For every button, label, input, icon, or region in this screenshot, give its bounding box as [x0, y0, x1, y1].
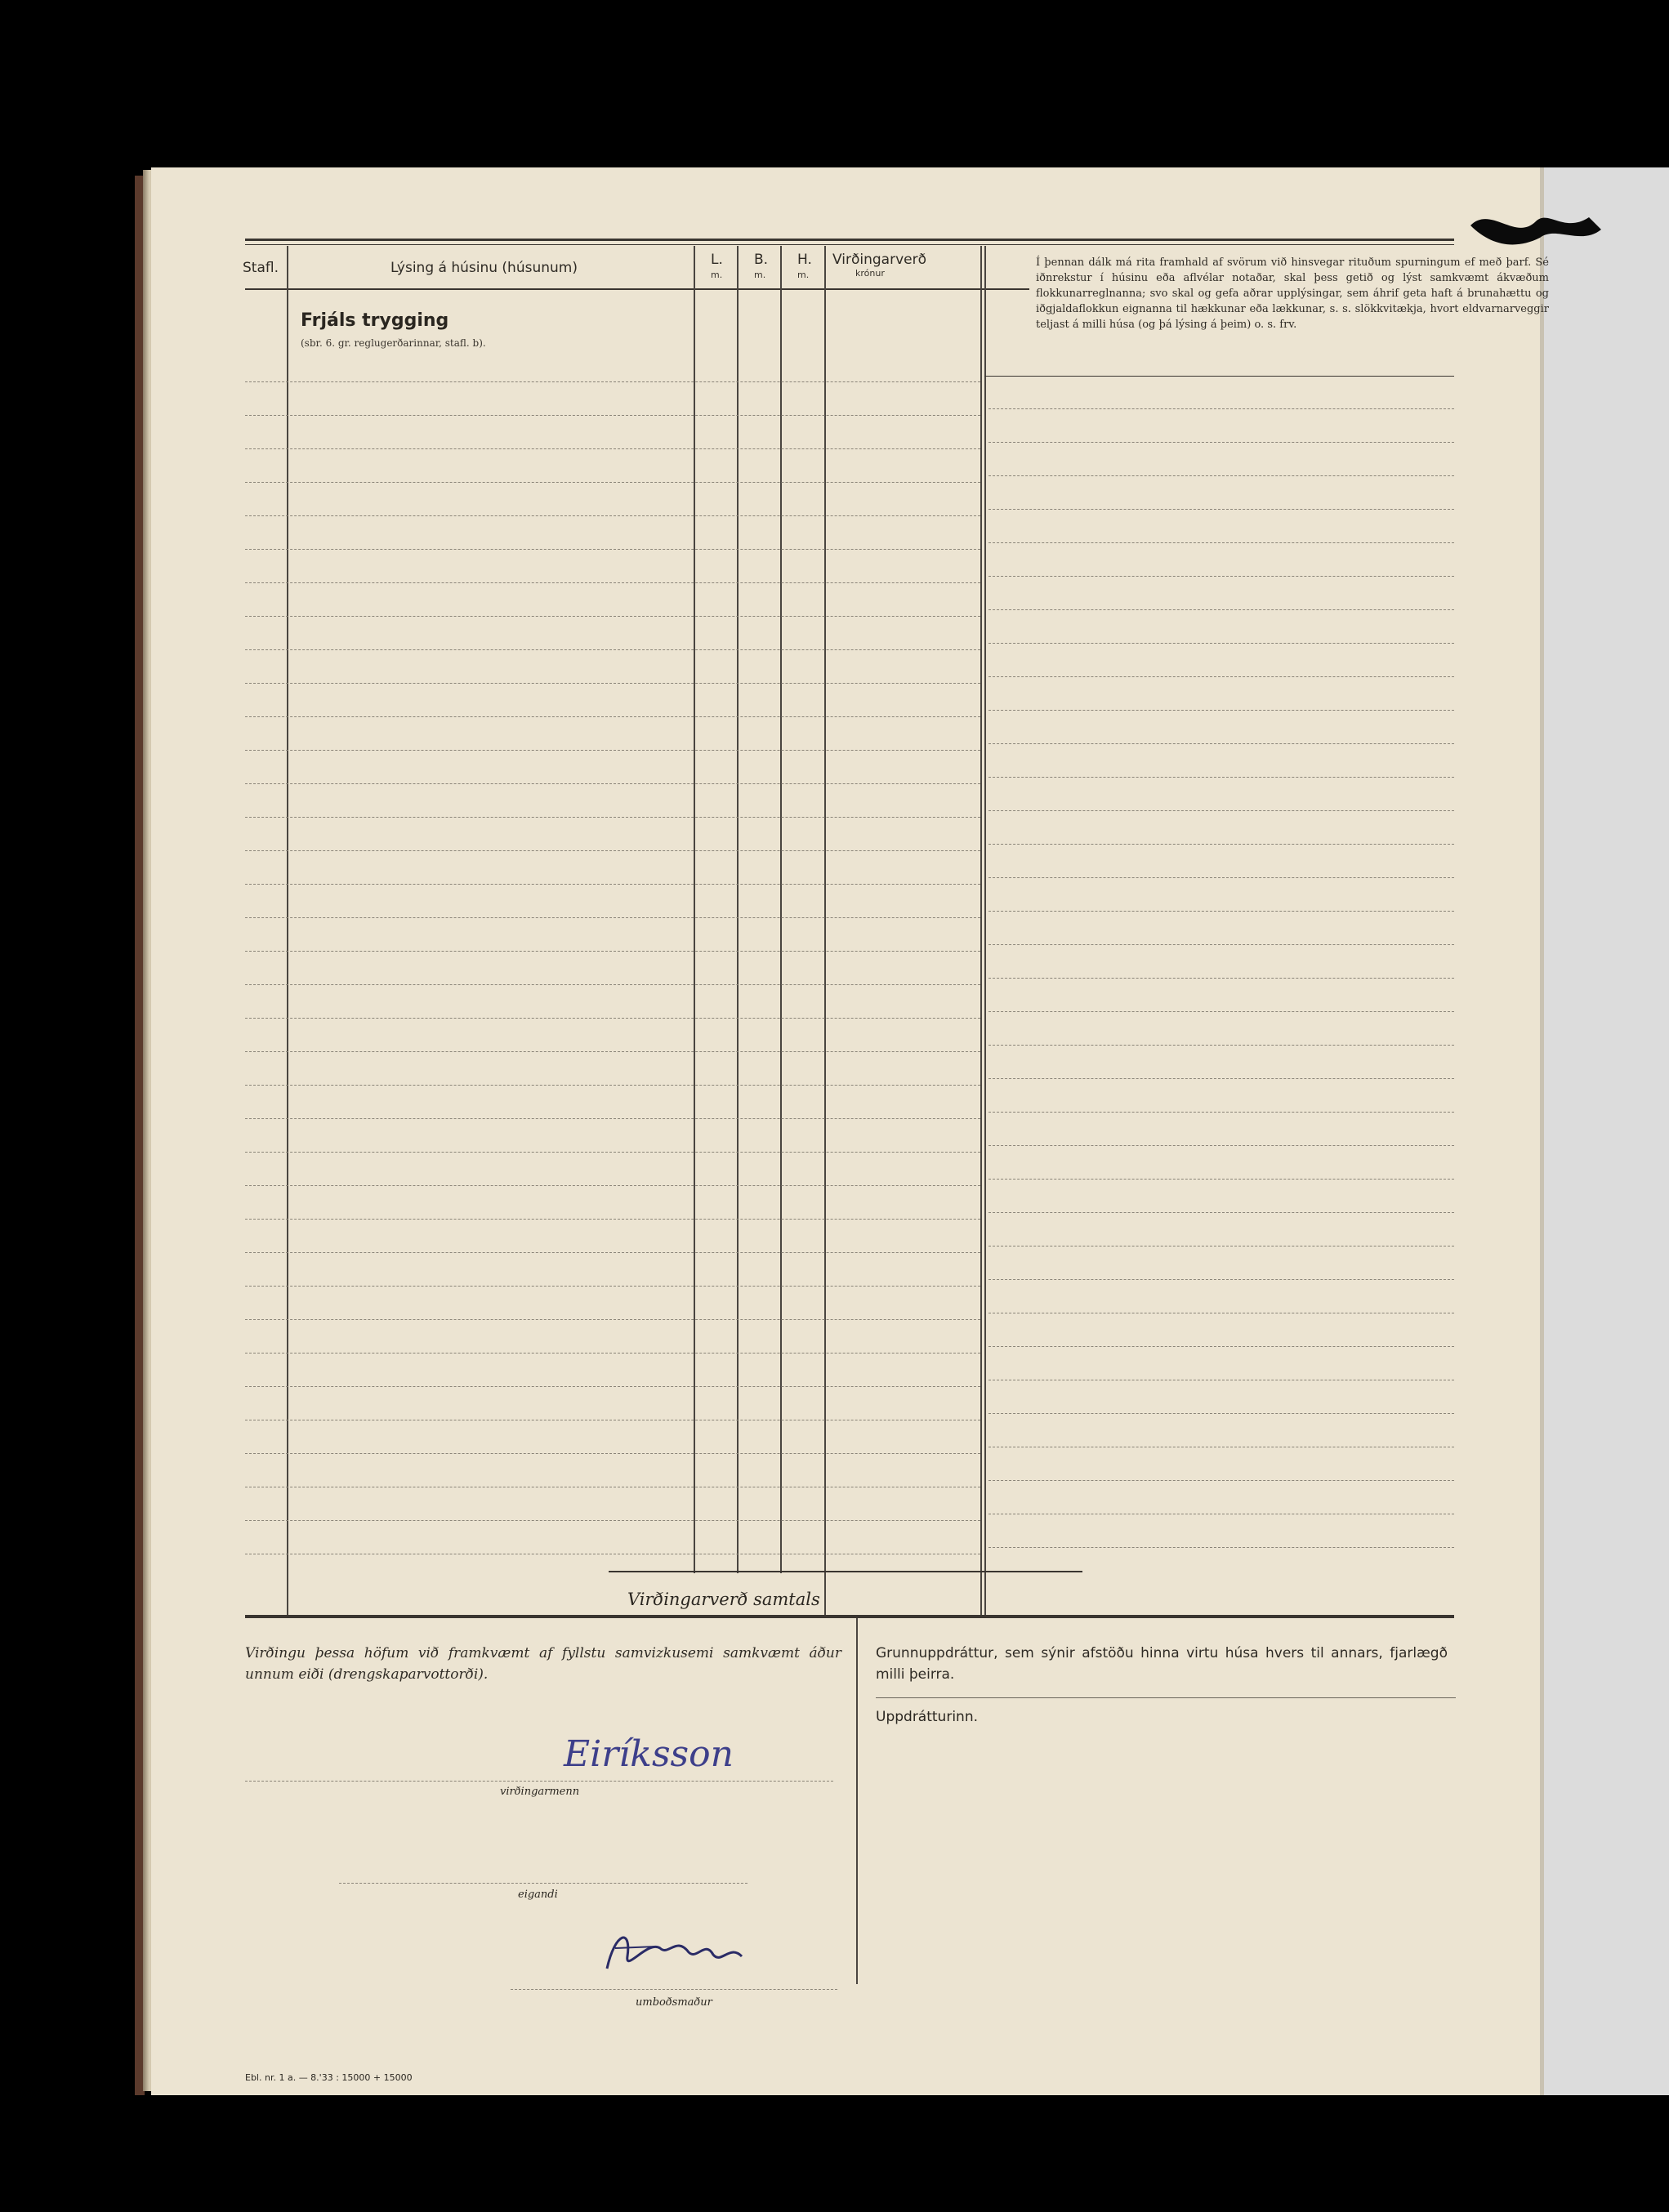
table-row: [245, 448, 980, 449]
section-title: Frjáls trygging: [301, 310, 449, 331]
section-subtitle: (sbr. 6. gr. reglugerðarinnar, stafl. b).: [301, 337, 486, 349]
total-top-rule: [609, 1571, 1082, 1572]
note-row: [988, 576, 1454, 577]
note-row: [988, 1480, 1454, 1481]
note-rule: [984, 376, 1454, 377]
note-row: [988, 1346, 1454, 1347]
appraiser-signature-line: [245, 1781, 833, 1782]
header-h-unit: m.: [797, 270, 810, 280]
note-row: [988, 1145, 1454, 1146]
appraiser-signature: Eiríksson: [564, 1733, 734, 1775]
table-row: [245, 917, 980, 918]
col-line-virding-2: [984, 246, 986, 1618]
note-row: [988, 777, 1454, 778]
table-row: [245, 1353, 980, 1354]
agent-label: umboðsmaður: [636, 1996, 712, 2009]
ground-plan-text: Grunnuppdráttur, sem sýnir afstöðu hinna virtu húsa hvers til annars, fjarlægð milli þeirra.: [876, 1645, 1448, 1683]
ground-plan-rule: [876, 1697, 1456, 1698]
note-row: [988, 978, 1454, 979]
note-row: [988, 408, 1454, 409]
header-rule: [245, 288, 1029, 290]
table-row: [245, 1219, 980, 1220]
header-l: L.: [711, 252, 723, 268]
note-row: [988, 1279, 1454, 1280]
col-line-b: [780, 246, 782, 1573]
table-row: [245, 1051, 980, 1052]
note-row: [988, 911, 1454, 912]
table-row: [245, 750, 980, 751]
note-row: [988, 1212, 1454, 1213]
bottom-divider: [856, 1618, 858, 1984]
agent-signature-line: [511, 1989, 837, 1990]
note-row: [988, 1045, 1454, 1046]
note-row: [988, 676, 1454, 677]
col-line-h: [824, 246, 826, 1618]
header-virding: Virðingarverð: [832, 252, 926, 268]
header-b-unit: m.: [754, 270, 766, 280]
facing-page: [1540, 167, 1669, 2095]
table-row: [245, 984, 980, 985]
note-row: [988, 442, 1454, 443]
note-row: [988, 1547, 1454, 1548]
top-rule: [245, 239, 1454, 241]
table-row: [245, 1453, 980, 1454]
table-row: [245, 1118, 980, 1119]
table-row: [245, 1018, 980, 1019]
header-l-unit: m.: [711, 270, 723, 280]
table-row: [245, 415, 980, 416]
binding-string: [1466, 201, 1605, 250]
header-lysing: Lýsing á húsinu (húsunum): [390, 260, 578, 276]
note-row: [988, 844, 1454, 845]
note-row: [988, 743, 1454, 744]
table-bottom-rule: [245, 1615, 1454, 1618]
note-row: [988, 1112, 1454, 1113]
table-row: [245, 482, 980, 483]
table-row: [245, 1286, 980, 1287]
table-row: [245, 549, 980, 550]
col-line-lysing: [694, 246, 695, 1573]
note-row: [988, 542, 1454, 543]
table-row: [245, 582, 980, 583]
table-row: [245, 716, 980, 717]
agent-signature: [599, 1924, 754, 1981]
note-row: [988, 475, 1454, 476]
col-line-virding: [980, 246, 982, 1618]
table-row: [245, 850, 980, 851]
appraisers-label: virðingarmenn: [500, 1786, 580, 1798]
note-row: [988, 509, 1454, 510]
note-row: [988, 609, 1454, 610]
note-row: [988, 1078, 1454, 1079]
header-virding-unit: krónur: [855, 268, 885, 279]
table-row: [245, 616, 980, 617]
col-line-l: [737, 246, 739, 1573]
form-page: [151, 167, 1549, 2095]
table-row: [245, 1152, 980, 1153]
owner-label: eigandi: [518, 1889, 558, 1901]
table-row: [245, 1252, 980, 1253]
declaration-text: Virðingu þessa höfum við framkvæmt af fyllstu samvizkusemi samkvæmt áður unnum eiði (drengskaparvottorði).: [245, 1645, 841, 1683]
table-row: [245, 1386, 980, 1387]
note-row: [988, 1179, 1454, 1180]
table-row: [245, 884, 980, 885]
header-h: H.: [797, 252, 812, 268]
table-row: [245, 381, 980, 382]
table-row: [245, 515, 980, 516]
table-row: [245, 1520, 980, 1521]
note-row: [988, 810, 1454, 811]
note-row: [988, 944, 1454, 945]
header-b: B.: [754, 252, 769, 268]
note-row: [988, 877, 1454, 878]
drawing-label: Uppdrátturinn.: [876, 1709, 978, 1725]
table-row: [245, 783, 980, 784]
table-row: [245, 1085, 980, 1086]
note-row: [988, 1413, 1454, 1414]
col-line-stafl: [287, 246, 288, 1618]
note-row: [988, 643, 1454, 644]
table-row: [245, 649, 980, 650]
table-row: [245, 951, 980, 952]
note-row: [988, 1011, 1454, 1012]
footer-print-code: Ebl. nr. 1 a. — 8.'33 : 15000 + 15000: [245, 2072, 413, 2083]
owner-signature-line: [339, 1883, 747, 1884]
side-note: Í þennan dálk má rita framhald af svörum við hinsvegar rituðum spurningum ef með þarf. Sé iðnrekstur í húsinu eða aflvélar notaðar, skal þess getið og lýst samkvæmt ákvæðum flokkunarreglnanna; svo skal og gefa aðrar upplýsingar, sem áhrif geta haft á brunahættu og iðgjaldaflokkun eignanna til hækkunar eða lækkunar, s. s. slökkvitækja, hvort eldvarnarveggir teljast á milli húsa (og þá lýsing á þeim) o. s. frv.: [1036, 256, 1549, 331]
header-stafl: Stafl.: [243, 260, 279, 276]
table-row: [245, 683, 980, 684]
total-label: Virðingarverð samtals: [627, 1590, 820, 1609]
table-row: [245, 817, 980, 818]
table-row: [245, 1319, 980, 1320]
table-row: [245, 1185, 980, 1186]
note-row: [988, 710, 1454, 711]
top-rule-thin: [245, 244, 1454, 245]
